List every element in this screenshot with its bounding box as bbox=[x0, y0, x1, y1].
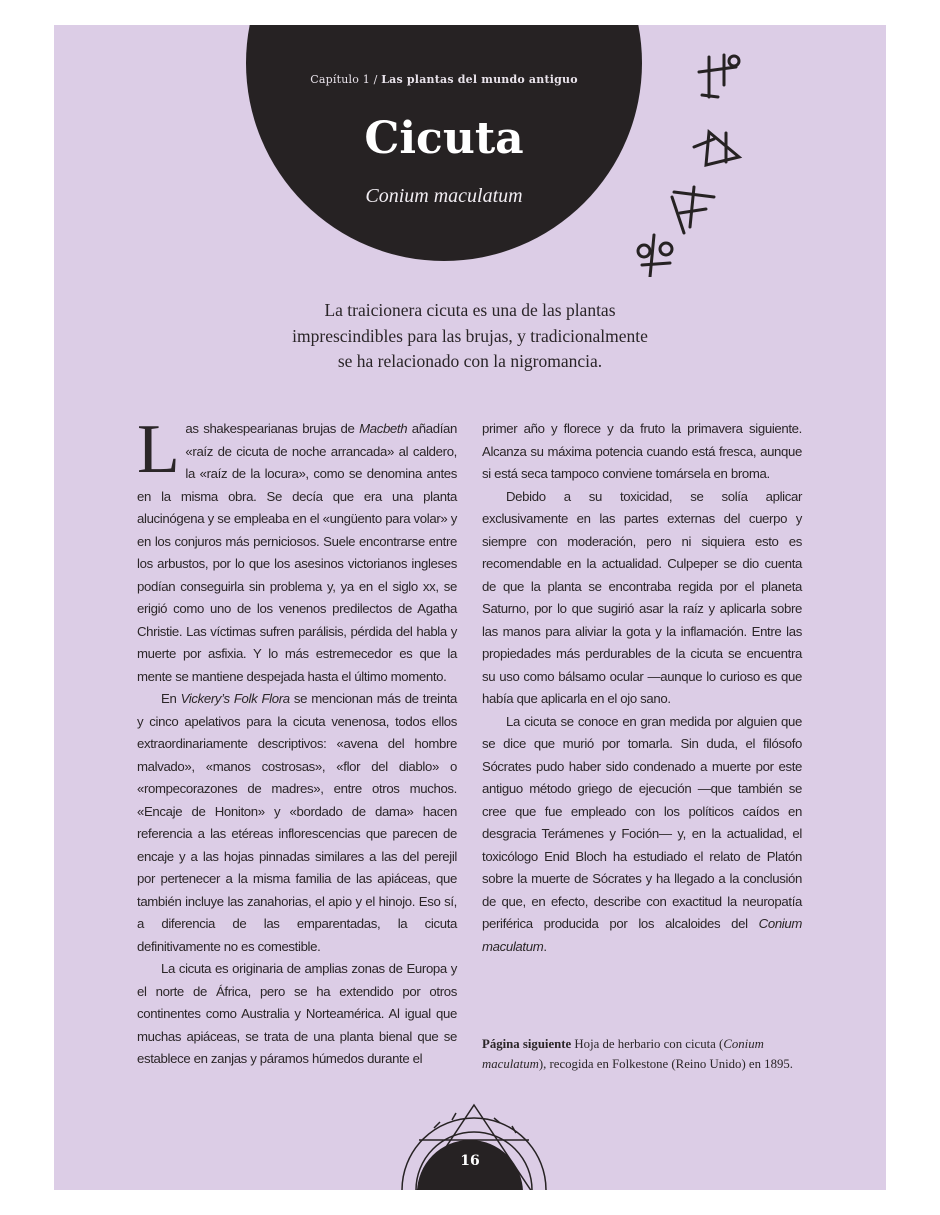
latin-name: Conium maculatum bbox=[365, 185, 523, 207]
caption-label: Página siguiente bbox=[482, 1037, 572, 1051]
p5-text: La cicuta se conoce en gran medida por alguien que se dice que murió por tomarla. Sin duda, el filósofo Sócrates pudo haber sido condenado a muerte por este antiguo método griego de ejecución —que también se cree que fue empleado con los políticos caídos en desgracia Terámenes y Foción— y, en la actualidad, el toxicólogo Enid Bloch ha estudiado el relato de Platón sobre la muerte de Sócrates y ha llegado a la conclusión de que, en efecto, describe con exactitud la neuropatía periférica producida por los alcaloides del bbox=[482, 713, 802, 931]
p5-end: . bbox=[543, 938, 547, 954]
page-number: 16 bbox=[460, 1153, 480, 1169]
text-column-right bbox=[482, 418, 802, 958]
rune-symbols-icon bbox=[614, 37, 764, 277]
p1-text-a: as shakespearianas brujas de bbox=[185, 421, 360, 436]
paragraph-1 bbox=[137, 411, 457, 688]
caption-text-b: ), recogida en Folkestone (Reino Unido) en 1895. bbox=[538, 1057, 793, 1071]
page-title: Cicuta bbox=[364, 113, 524, 164]
paragraph-4: Debido a su toxicidad, se solía aplicar exclusivamente en las partes externas del cuerpo y siempre con moderación, pero ni siquiera esto es recomendable en la actualidad. Culpeper se dio cuenta de que la planta se encontraba regida por el planeta Saturno, por lo que sugirió asar la raíz y aplicarla sobre las manos para aliviar la gota y la inflamación. Entre las propiedades más perdurables de la cicuta se encuentra su uso como bálsamo ocular —aunque lo curioso es que había que aplicarla en el ojo sano. bbox=[482, 488, 802, 706]
drop-cap: L bbox=[137, 411, 180, 488]
p1-text-b: añadían «raíz de cicuta de noche arrancada» al caldero, la «raíz de la locura», como se denomina antes en la misma obra. Se decía que era una planta alucinógena y se empleaba en el «ungüento para volar» y en los conjuros más perniciosos. Suele encontrarse entre los arbustos, por lo que los asesinos victorianos ingleses podían conseguirla sin problema y, ya en el siglo xx, se erigió como uno de los venenos predilectos de Agatha Christie. Las víctimas sufren parálisis, pérdida del habla y muerte por asfixia. Y lo más estremecedor es que la mente se mantiene despejada hasta el último momento. bbox=[137, 421, 457, 684]
p2-book-title: Vickery’s Folk Flora bbox=[180, 691, 290, 706]
intro-line-1: La traicionera cicuta es una de las plantas bbox=[324, 300, 616, 320]
chapter-title: Las plantas del mundo antiguo bbox=[381, 73, 578, 86]
book-page bbox=[54, 25, 886, 1190]
p2-text-a: En bbox=[161, 691, 181, 706]
p2-text-b: se mencionan más de treinta y cinco apelativos para la cicuta venenosa, todos ellos extraordinariamente descriptivos: «avena del hombre malvado», «manos costrosas», «flor del diablo» o «rompecorazones de madres», entre otros muchos. «Encaje de Honiton» y «bordado de dama» hacen referencia a las etéreas inflorescencias que parecen de encaje y a las hojas pinnadas similares a las del perejil por pertenecer a la misma familia de las apiáceas, que también incluye las zanahorias, el apio y el hinojo. Eso sí, a diferencia de las emparentadas, la cicuta definitivamente no es comestible. bbox=[137, 691, 457, 954]
p1-macbeth: Macbeth bbox=[359, 421, 408, 436]
caption-text-a: Hoja de herbario con cicuta ( bbox=[571, 1037, 724, 1051]
figure-caption bbox=[482, 1034, 812, 1074]
header-circle bbox=[246, 25, 642, 261]
caption-latin: Conium maculatum bbox=[482, 1037, 764, 1071]
text-column-left bbox=[137, 411, 457, 1071]
p5-latin: Conium maculatum bbox=[482, 916, 802, 954]
paragraph-5 bbox=[482, 711, 802, 959]
intro-line-2: imprescindibles para las brujas, y tradicionalmente bbox=[292, 325, 648, 346]
paragraph-2 bbox=[137, 688, 457, 958]
intro-line-3: se ha relacionado con la nigromancia. bbox=[337, 351, 603, 371]
paragraph-3-continued: primer año y florece y da fruto la primavera siguiente. Alcanza su máxima potencia cuando está fresca, aunque si está seca tampoco conviene tomársela en broma. bbox=[482, 421, 802, 481]
page-number-badge bbox=[417, 1140, 523, 1190]
chapter-heading bbox=[246, 73, 642, 86]
intro-paragraph bbox=[234, 298, 706, 375]
chapter-prefix: Capítulo 1 / bbox=[310, 73, 378, 86]
paragraph-3: La cicuta es originaria de amplias zonas de Europa y el norte de África, pero se ha extendido por otros continentes como Australia y Norteamérica. Al igual que muchas apiáceas, se trata de una planta bienal que se establece en zanjas y páramos húmedos durante el bbox=[137, 961, 457, 1066]
